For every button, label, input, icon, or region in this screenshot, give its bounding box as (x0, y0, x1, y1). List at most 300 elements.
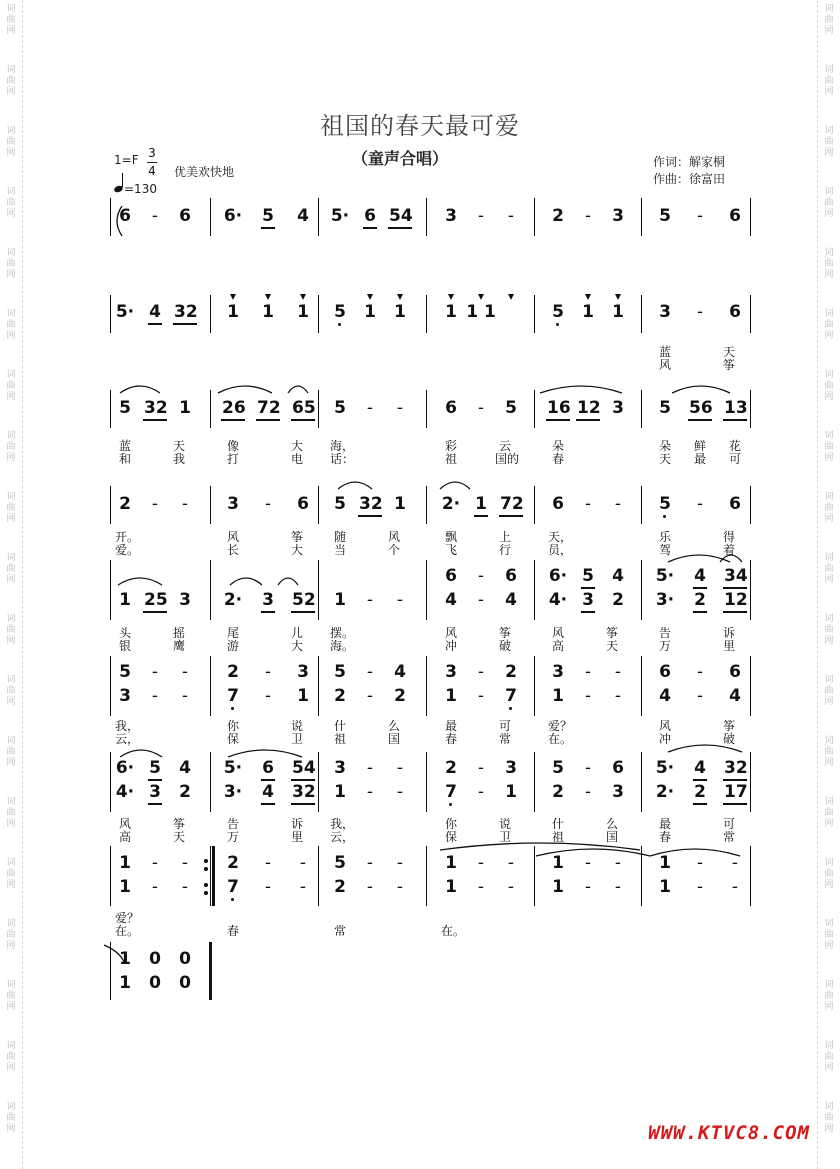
note: 1 (119, 949, 131, 969)
lyric-syllable: 我， (330, 817, 355, 831)
note: - (584, 853, 592, 873)
note: 1 (394, 302, 406, 322)
note: - (614, 494, 622, 514)
lyric-syllable: 风 (118, 817, 131, 831)
note: 2 (694, 590, 706, 610)
left-margin-mark: 词曲网 (6, 431, 16, 463)
note: - (181, 494, 189, 514)
lyric-syllable: 国的 (495, 452, 520, 466)
note: 2 (445, 758, 457, 778)
note: - (584, 494, 592, 514)
note: - (396, 782, 404, 802)
note: - (366, 782, 374, 802)
note: 4 (612, 566, 624, 586)
note: 1 (659, 853, 671, 873)
note: 1 (119, 853, 131, 873)
lyric-syllable: 春 (551, 452, 564, 466)
lyric-syllable: 彩 (444, 439, 457, 453)
note: 6 (262, 758, 274, 778)
note: 6 (659, 662, 671, 682)
staccato-mark (300, 294, 306, 300)
note: - (507, 206, 515, 226)
note: 2 (179, 782, 191, 802)
time-signature-top: 3 (148, 146, 156, 160)
lyric-syllable: 朵 (658, 439, 671, 453)
note: 12 (577, 398, 601, 418)
note: 1 (505, 782, 517, 802)
right-margin-mark: 词曲网 (824, 736, 834, 768)
left-margin-mark: 词曲网 (6, 309, 16, 341)
note: - (507, 877, 515, 897)
slur-mark (120, 386, 160, 393)
lyric-syllable: 飞 (444, 543, 457, 557)
slur-mark (117, 206, 122, 236)
lyric-syllable: 筝 (605, 626, 618, 640)
note: - (396, 853, 404, 873)
lyric-syllable: 摇 (172, 626, 185, 640)
lyric-syllable: 银 (118, 639, 131, 653)
slur-mark (650, 849, 740, 856)
lyric-syllable: 云， (115, 732, 140, 746)
lyric-syllable: 风 (551, 626, 564, 640)
note: 5· (115, 302, 135, 322)
note: 72 (257, 398, 281, 418)
lyric-syllable: 上 (498, 530, 511, 544)
note: 5· (655, 758, 675, 778)
note: - (614, 877, 622, 897)
note: 5 (505, 398, 517, 418)
note: 5 (334, 662, 346, 682)
note: 5 (119, 398, 131, 418)
note: 56 (689, 398, 713, 418)
note: 0 (149, 973, 161, 993)
note: 3 (262, 590, 274, 610)
lyric-syllable: 在。 (115, 924, 140, 938)
note: - (396, 590, 404, 610)
left-margin-mark: 词曲网 (6, 4, 16, 36)
note: 3 (445, 662, 457, 682)
lyric-syllable: 打 (226, 452, 239, 466)
lyric-syllable: 最 (658, 817, 671, 831)
note: - (366, 662, 374, 682)
lyric-syllable: 筝 (722, 719, 735, 733)
note: 32 (174, 302, 198, 322)
lyric-syllable: 春 (444, 732, 457, 746)
note: 2 (552, 206, 564, 226)
note: 5 (329, 302, 351, 322)
note: 2 (227, 853, 239, 873)
lyric-syllable: 国 (605, 830, 618, 844)
note: 1 (659, 877, 671, 897)
site-watermark: WWW.KTVC8.COM (648, 1122, 810, 1144)
tempo-marking: =130 (124, 182, 157, 196)
note: 54 (292, 758, 316, 778)
lyric-syllable: 电 (290, 452, 303, 466)
note: - (396, 877, 404, 897)
right-margin-mark: 词曲网 (824, 431, 834, 463)
right-margin-mark: 词曲网 (824, 65, 834, 97)
note: 3 (179, 590, 191, 610)
note: 2 (334, 686, 346, 706)
note: - (477, 398, 485, 418)
lyric-syllable: 保 (226, 732, 239, 746)
lyric-syllable: 筝 (172, 817, 185, 831)
note: 6 (729, 302, 741, 322)
note: 1 (394, 494, 406, 514)
note: 72 (500, 494, 524, 514)
note: 2 (612, 590, 624, 610)
note: 3· (655, 590, 675, 610)
note: 5 (582, 566, 594, 586)
note: 1 (445, 877, 457, 897)
note: - (614, 686, 622, 706)
note: 1 (612, 302, 624, 322)
note: 2 (119, 494, 131, 514)
lyric-syllable: 可 (498, 719, 511, 733)
right-margin-mark: 词曲网 (824, 492, 834, 524)
note: 3 (227, 494, 239, 514)
note: - (584, 206, 592, 226)
note: 4 (179, 758, 191, 778)
note: 3 (552, 662, 564, 682)
composer-credit: 作曲：徐富田 (653, 172, 726, 186)
note: 32 (292, 782, 316, 802)
left-margin-mark: 词曲网 (6, 919, 16, 951)
note: 1 1 (466, 302, 496, 322)
lyric-syllable: 云， (330, 830, 355, 844)
lyric-syllable: 话： (330, 452, 355, 466)
note: 6 (119, 206, 131, 226)
staccato-mark (508, 294, 514, 300)
note: 0 (149, 949, 161, 969)
note: 6 (729, 494, 741, 514)
right-margin-mark: 词曲网 (824, 370, 834, 402)
right-margin-mark: 词曲网 (824, 309, 834, 341)
note: 6 (505, 566, 517, 586)
staccato-mark (397, 294, 403, 300)
lyric-syllable: 游 (226, 639, 239, 653)
note: 16 (547, 398, 571, 418)
lyric-syllable: 破 (498, 639, 511, 653)
note: - (477, 877, 485, 897)
left-margin-mark: 词曲网 (6, 1041, 16, 1073)
lyric-syllable: 高 (551, 639, 564, 653)
slur-mark (720, 555, 742, 562)
note: 2 (505, 662, 517, 682)
lyric-syllable: 飘 (444, 530, 457, 544)
note: - (366, 758, 374, 778)
left-margin-mark: 词曲网 (6, 675, 16, 707)
note: 2 (334, 877, 346, 897)
staccato-mark (448, 294, 454, 300)
note: 4 (694, 566, 706, 586)
lyric-syllable: 爱？ (115, 911, 140, 925)
right-margin-mark: 词曲网 (824, 248, 834, 280)
lyric-syllable: 高 (118, 830, 131, 844)
right-margin-mark: 词曲网 (824, 187, 834, 219)
lyric-syllable: 筝 (290, 530, 303, 544)
staccato-mark (230, 294, 236, 300)
lyric-syllable: 着 (722, 543, 735, 557)
lyric-syllable: 长 (226, 543, 239, 557)
note: 3 (297, 662, 309, 682)
note: 5 (334, 398, 346, 418)
lyric-syllable: 蓝 (658, 345, 671, 359)
note: 4 (729, 686, 741, 706)
note: 5· (330, 206, 350, 226)
lyric-syllable: 冲 (444, 639, 457, 653)
lyric-syllable: 常 (498, 732, 511, 746)
note: 1 (582, 302, 594, 322)
note: 1 (552, 686, 564, 706)
note: 4 (297, 206, 309, 226)
note: 4 (445, 590, 457, 610)
note: 5 (119, 662, 131, 682)
note: 7 (500, 686, 522, 706)
lyric-syllable: 国 (387, 732, 400, 746)
note: 4· (115, 782, 135, 802)
note: 5 (262, 206, 274, 226)
note: 1 (445, 686, 457, 706)
slur-mark (540, 386, 622, 393)
note: 1 (297, 686, 309, 706)
lyric-syllable: 天 (172, 439, 185, 453)
time-signature-bottom: 4 (148, 164, 156, 178)
note: 5· (655, 566, 675, 586)
note: 6 (179, 206, 191, 226)
note: 7 (222, 877, 244, 897)
lyric-syllable: 里 (722, 639, 735, 653)
note: - (696, 877, 704, 897)
note: - (151, 853, 159, 873)
lyric-syllable: 春 (658, 830, 671, 844)
left-margin-mark: 词曲网 (6, 187, 16, 219)
lyric-syllable: 风 (226, 530, 239, 544)
staccato-mark (367, 294, 373, 300)
note: 5 (659, 206, 671, 226)
note: 2 (694, 782, 706, 802)
note: 4· (548, 590, 568, 610)
note: 5 (654, 494, 676, 514)
note: 5 (149, 758, 161, 778)
lyric-syllable: 我， (115, 719, 140, 733)
lyric-syllable: 大 (290, 543, 303, 557)
left-margin-mark: 词曲网 (6, 65, 16, 97)
note: 6· (223, 206, 243, 226)
note: - (396, 758, 404, 778)
lyric-syllable: 当 (333, 543, 346, 557)
lyric-syllable: 风 (444, 626, 457, 640)
note: 32 (359, 494, 383, 514)
lyric-syllable: 祖 (333, 732, 346, 746)
song-subtitle: （童声合唱） (351, 149, 448, 168)
note: 7 (440, 782, 462, 802)
note: - (264, 877, 272, 897)
note: 2· (655, 782, 675, 802)
right-margin-mark: 词曲网 (824, 1102, 834, 1134)
lyric-syllable: 祖 (444, 452, 457, 466)
note: 12 (724, 590, 748, 610)
note: 34 (724, 566, 748, 586)
note: 32 (144, 398, 168, 418)
note: 1 (475, 494, 487, 514)
note: - (731, 853, 739, 873)
note: 6· (115, 758, 135, 778)
note: - (181, 877, 189, 897)
note: 6 (729, 662, 741, 682)
note: 2 (227, 662, 239, 682)
note: - (584, 686, 592, 706)
lyric-syllable: 筝 (722, 358, 735, 372)
lyric-syllable: 什 (333, 719, 346, 733)
slur-mark (338, 482, 372, 489)
note: 1 (119, 590, 131, 610)
note: - (477, 662, 485, 682)
right-margin-mark: 词曲网 (824, 126, 834, 158)
note: - (366, 398, 374, 418)
lyric-syllable: 最 (444, 719, 457, 733)
note: 17 (724, 782, 748, 802)
slur-mark (672, 386, 730, 393)
note: - (696, 686, 704, 706)
note: 1 (445, 853, 457, 873)
slur-mark (230, 578, 262, 585)
left-margin-mark: 词曲网 (6, 248, 16, 280)
right-margin-mark: 词曲网 (824, 4, 834, 36)
note: - (731, 877, 739, 897)
note: 6 (612, 758, 624, 778)
tie-mark (104, 945, 124, 962)
lyric-syllable: 大 (290, 439, 303, 453)
note: 25 (144, 590, 168, 610)
lyric-syllable: 儿 (290, 626, 303, 640)
note: 6 (552, 494, 564, 514)
note: 6 (445, 566, 457, 586)
note: 5· (223, 758, 243, 778)
lyric-syllable: 大 (290, 639, 303, 653)
lyric-syllable: 风 (387, 530, 400, 544)
lyric-syllable: 风 (658, 719, 671, 733)
note: 4 (659, 686, 671, 706)
note: - (366, 590, 374, 610)
note: - (366, 877, 374, 897)
note: 3 (612, 782, 624, 802)
note: 3 (582, 590, 594, 610)
lyric-syllable: 天 (605, 639, 618, 653)
lyric-syllable: 天 (722, 345, 735, 359)
right-margin-mark: 词曲网 (824, 553, 834, 585)
note: - (264, 494, 272, 514)
lyric-syllable: 可 (728, 452, 741, 466)
lyric-syllable: 海。 (330, 639, 355, 653)
note: 3 (119, 686, 131, 706)
lyric-syllable: 在。 (548, 732, 573, 746)
note: 1 (334, 782, 346, 802)
note: 1 (119, 877, 131, 897)
slur-mark (120, 750, 162, 757)
slur-mark (440, 843, 640, 850)
lyric-syllable: 说 (498, 817, 511, 831)
staccato-mark (478, 294, 484, 300)
lyric-syllable: 爱。 (115, 543, 140, 557)
lyric-syllable: 我 (172, 452, 185, 466)
note: 1 (552, 853, 564, 873)
lyric-syllable: 蓝 (118, 439, 131, 453)
note: - (584, 662, 592, 682)
note: - (151, 494, 159, 514)
lyric-syllable: 和 (118, 452, 131, 466)
slur-mark (668, 745, 742, 752)
lyric-syllable: 保 (444, 830, 457, 844)
note: 1 (297, 302, 309, 322)
note: 4 (394, 662, 406, 682)
left-margin-mark: 词曲网 (6, 126, 16, 158)
lyric-syllable: 爱？ (548, 719, 573, 733)
note: 0 (179, 973, 191, 993)
note: 1 (179, 398, 191, 418)
lyric-syllable: 万 (226, 830, 239, 844)
lyric-syllable: 常 (333, 924, 346, 938)
note: 26 (222, 398, 246, 418)
note: 3 (149, 782, 161, 802)
lyric-syllable: 告 (658, 626, 671, 640)
note: 65 (292, 398, 316, 418)
lyric-syllable: 卫 (290, 732, 303, 746)
note: 2· (441, 494, 461, 514)
note: - (299, 853, 307, 873)
lyric-syllable: 尾 (226, 626, 239, 640)
note: 52 (292, 590, 316, 610)
note: 5 (334, 853, 346, 873)
song-title: 祖国的春天最可爱 (320, 112, 520, 140)
note: 1 (262, 302, 274, 322)
note: 6 (445, 398, 457, 418)
staccato-mark (585, 294, 591, 300)
lyric-syllable: 常 (722, 830, 735, 844)
right-margin-mark: 词曲网 (824, 1041, 834, 1073)
note: - (477, 686, 485, 706)
note: - (584, 758, 592, 778)
lyric-syllable: 花 (728, 439, 741, 453)
lyric-syllable: 筝 (498, 626, 511, 640)
lyric-syllable: 卫 (498, 830, 511, 844)
slur-mark (440, 482, 470, 489)
lyric-syllable: 春 (226, 924, 239, 938)
note: - (366, 686, 374, 706)
lyric-syllable: 得 (722, 530, 735, 544)
note: 54 (389, 206, 413, 226)
staccato-mark (615, 294, 621, 300)
note: 3 (659, 302, 671, 322)
lyric-syllable: 天 (172, 830, 185, 844)
note: - (181, 662, 189, 682)
lyric-syllable: 海， (330, 439, 355, 453)
note: 5 (552, 758, 564, 778)
lyricist-credit: 作词：解家桐 (653, 155, 726, 169)
note: - (264, 853, 272, 873)
lyric-syllable: 你 (226, 719, 239, 733)
lyric-syllable: 里 (290, 830, 303, 844)
note: - (696, 206, 704, 226)
lyric-syllable: 万 (658, 639, 671, 653)
note: - (477, 206, 485, 226)
note: - (151, 686, 159, 706)
note: - (477, 758, 485, 778)
lyric-syllable: 冲 (658, 732, 671, 746)
slur-mark (278, 578, 298, 585)
note: 1 (552, 877, 564, 897)
note: 1 (445, 302, 457, 322)
